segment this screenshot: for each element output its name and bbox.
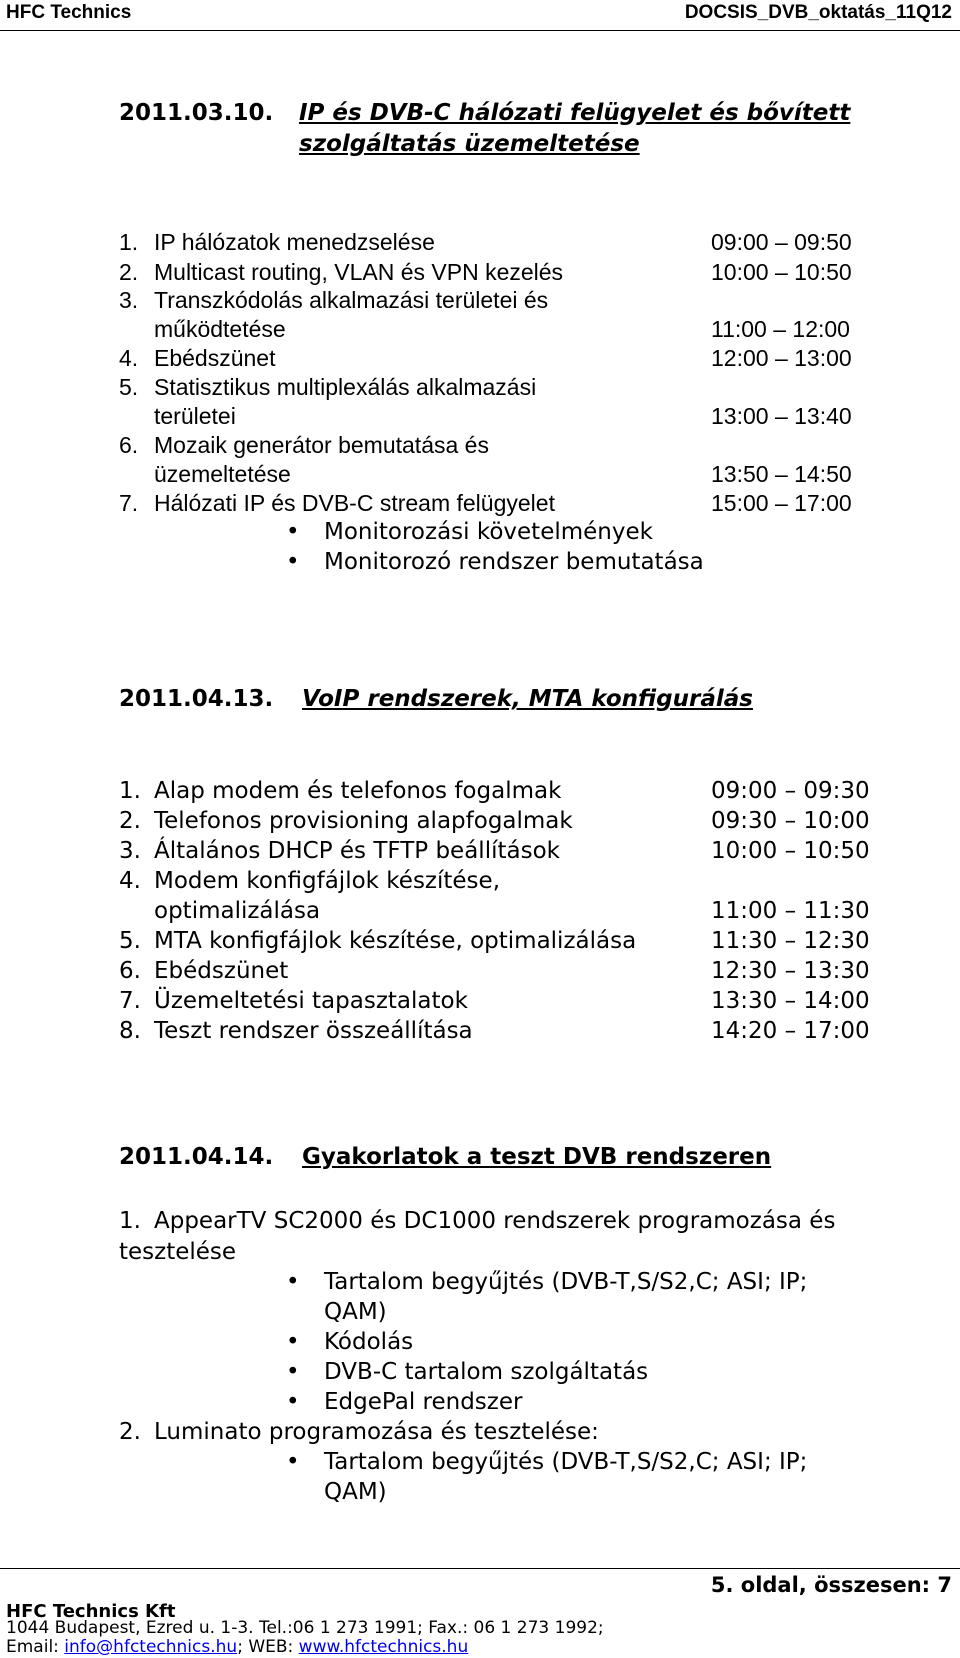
bullet-icon: •	[286, 549, 300, 575]
item-time: 09:00 – 09:50	[711, 229, 852, 255]
item-number: 5.	[119, 374, 139, 400]
agenda-item-cont	[119, 896, 919, 926]
agenda-item	[119, 986, 919, 1016]
item-number: 3.	[119, 838, 141, 864]
item-time: 09:00 – 09:30	[711, 778, 870, 804]
bullet-icon: •	[286, 1329, 300, 1355]
section-3-title	[119, 1142, 919, 1172]
item-text: Üzemeltetési tapasztalatok	[154, 988, 468, 1014]
item-number: 6.	[119, 958, 141, 984]
item-number: 1.	[119, 229, 139, 255]
item-time: 13:00 – 13:40	[711, 403, 852, 429]
item-time: 11:30 – 12:30	[711, 928, 870, 954]
email-label: Email:	[6, 1637, 65, 1657]
item-text: Transzkódolás alkalmazási területei és	[154, 287, 549, 313]
item-number: 8.	[119, 1018, 141, 1044]
email-link[interactable]: info@hfctechnics.hu	[64, 1637, 238, 1657]
item-text: Alap modem és telefonos fogalmak	[154, 778, 562, 804]
agenda-item	[119, 343, 919, 373]
section-name: Gyakorlatok a teszt DVB rendszeren	[302, 1144, 772, 1170]
item-text: Ebédszünet	[154, 958, 289, 984]
bullet-text: DVB-C tartalom szolgáltatás	[324, 1359, 649, 1385]
bullet-text: Tartalom begyűjtés (DVB-T,S/S2,C; ASI; IP;	[324, 1449, 808, 1475]
item-time: 10:00 – 10:50	[711, 259, 852, 285]
agenda-item	[119, 836, 919, 866]
item-text: Mozaik generátor bemutatása és	[154, 432, 489, 458]
item-time: 10:00 – 10:50	[711, 838, 870, 864]
item-text: Hálózati IP és DVB-C stream felügyelet	[154, 490, 555, 516]
item-number: 1.	[119, 1208, 141, 1234]
agenda-item	[119, 372, 919, 402]
bullet-icon: •	[286, 1449, 300, 1475]
item-text: Ebédszünet	[154, 345, 276, 371]
agenda-item	[119, 1206, 919, 1236]
section-date: 2011.03.10.	[119, 100, 274, 126]
agenda-item-cont	[119, 1237, 919, 1267]
item-text: Multicast routing, VLAN és VPN kezelés	[154, 259, 564, 285]
section-date: 2011.04.13.	[119, 686, 274, 712]
agenda-item	[119, 1016, 919, 1046]
item-time: 15:00 – 17:00	[711, 490, 852, 516]
page-number: 5. oldal, összesen: 7	[710, 1573, 952, 1597]
item-text: Általános DHCP és TFTP beállítások	[154, 838, 560, 864]
bullet-text: Kódolás	[324, 1329, 414, 1355]
bullet-text: QAM)	[324, 1299, 387, 1325]
header-company: HFC Technics	[6, 2, 132, 23]
item-number: 4.	[119, 345, 139, 371]
bullet-icon: •	[286, 1269, 300, 1295]
item-time: 12:00 – 13:00	[711, 345, 852, 371]
agenda-item	[119, 866, 919, 896]
item-time: 09:30 – 10:00	[711, 808, 870, 834]
item-number: 7.	[119, 490, 139, 516]
bullet-text: QAM)	[324, 1479, 387, 1505]
bullet-text: EdgePal rendszer	[324, 1389, 523, 1415]
item-text: MTA konfigfájlok készítése, optimalizálása	[154, 928, 637, 954]
item-text: optimalizálása	[154, 898, 321, 924]
item-time: 11:00 – 12:00	[711, 316, 850, 342]
item-number: 2.	[119, 808, 141, 834]
header-divider	[0, 30, 960, 31]
item-text: Statisztikus multiplexálás alkalmazási	[154, 374, 537, 400]
section-1-title	[119, 98, 919, 158]
section-name-cont: szolgáltatás üzemeltetése	[299, 131, 640, 157]
agenda-item-cont	[119, 314, 919, 344]
bullet-text: Monitorozási követelmények	[324, 519, 653, 545]
agenda-item	[119, 430, 919, 460]
footer-address: 1044 Budapest, Ezred u. 1-3. Tel.:06 1 273 1991; Fax.: 06 1 273 1992;	[6, 1618, 604, 1638]
item-text: működtetése	[154, 316, 286, 342]
item-time: 14:20 – 17:00	[711, 1018, 870, 1044]
agenda-item-cont	[119, 459, 919, 489]
section-name: IP és DVB-C hálózati felügyelet és bővített	[299, 100, 851, 126]
item-time: 11:00 – 11:30	[711, 898, 870, 924]
agenda-item	[119, 956, 919, 986]
item-text: Telefonos provisioning alapfogalmak	[154, 808, 573, 834]
bullet-icon: •	[286, 1389, 300, 1415]
bullet-text: Tartalom begyűjtés (DVB-T,S/S2,C; ASI; IP;	[324, 1269, 808, 1295]
item-text: területei	[154, 403, 236, 429]
item-number: 6.	[119, 432, 139, 458]
item-number: 4.	[119, 868, 141, 894]
item-text: AppearTV SC2000 és DC1000 rendszerek programozása és	[154, 1208, 836, 1234]
agenda-item	[119, 227, 919, 257]
item-number: 7.	[119, 988, 141, 1014]
item-number: 5.	[119, 928, 141, 954]
header-doc-title: DOCSIS_DVB_oktatás_11Q12	[684, 2, 952, 23]
agenda-item	[119, 1417, 919, 1447]
item-time: 13:30 – 14:00	[711, 988, 870, 1014]
item-text: IP hálózatok menedzselése	[154, 229, 435, 255]
agenda-item	[119, 488, 919, 518]
item-text: üzemeltetése	[154, 461, 291, 487]
web-link[interactable]: www.hfctechnics.hu	[298, 1637, 469, 1657]
bullet-icon: •	[286, 1359, 300, 1385]
agenda-item	[119, 285, 919, 315]
item-text: Modem konfigfájlok készítése,	[154, 868, 500, 894]
agenda-item-cont	[119, 401, 919, 431]
section-date: 2011.04.14.	[119, 1144, 274, 1170]
item-text: Teszt rendszer összeállítása	[154, 1018, 473, 1044]
item-number: 2.	[119, 259, 139, 285]
item-number: 2.	[119, 1419, 141, 1445]
section-name: VoIP rendszerek, MTA konfigurálás	[302, 686, 753, 712]
item-number: 1.	[119, 778, 141, 804]
page-header	[0, 0, 960, 30]
section-2-title	[119, 684, 919, 714]
agenda-item	[119, 806, 919, 836]
item-time: 13:50 – 14:50	[711, 461, 852, 487]
agenda-item	[119, 926, 919, 956]
bullet-icon: •	[286, 519, 300, 545]
item-text: Luminato programozása és tesztelése:	[154, 1419, 599, 1445]
footer-company: HFC Technics Kft	[6, 1601, 176, 1622]
bullet-text: Monitorozó rendszer bemutatása	[324, 549, 704, 575]
footer-contact	[6, 1637, 468, 1657]
footer-divider	[0, 1568, 960, 1569]
item-text: tesztelése	[119, 1239, 237, 1265]
agenda-item	[119, 257, 919, 287]
item-number: 3.	[119, 287, 139, 313]
item-time: 12:30 – 13:30	[711, 958, 870, 984]
web-label: ; WEB:	[237, 1637, 299, 1657]
agenda-item	[119, 776, 919, 806]
